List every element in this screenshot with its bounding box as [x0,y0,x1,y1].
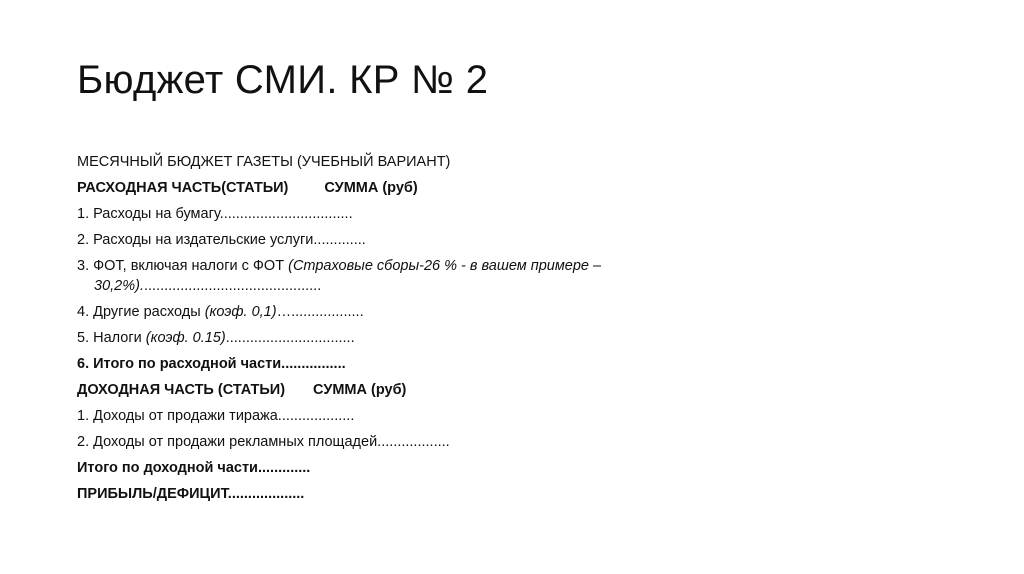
payroll-label: 3. ФОТ, включая налоги с ФОТ [77,258,289,274]
payroll-note-a: (Страховые сборы-26 % - в вашем примере – [288,258,602,274]
other-label: 4. Другие расходы [77,304,205,320]
income-header [77,380,957,400]
expense-header-label: РАСХОДНАЯ ЧАСТЬ(СТАТЬИ) [77,180,289,196]
taxes-coef: (коэф. 0.15) [145,330,226,346]
expense-item-payroll [77,256,957,296]
taxes-dots: ................................ [225,330,355,346]
expense-item-publishing: 2. Расходы на издательские услуги............. [77,232,366,248]
other-dots: ….................. [276,304,364,320]
other-coef: (коэф. 0,1) [204,304,277,320]
slide-content [77,152,957,510]
expense-item-other [77,302,957,322]
payroll-note-b: 30,2%). [94,278,144,294]
expense-header-sum: СУММА (руб) [324,180,418,196]
income-total: Итого по доходной части............. [77,460,311,476]
profit-deficit: ПРИБЫЛЬ/ДЕФИЦИТ................... [77,486,305,502]
payroll-dots: ............................................ [143,278,322,294]
taxes-label: 5. Налоги [77,330,146,346]
income-item-advertising: 2. Доходы от продажи рекламных площадей.................. [77,434,450,450]
slide-title: Бюджет СМИ. КР № 2 [77,58,489,102]
income-item-circulation: 1. Доходы от продажи тиража................... [77,408,355,424]
expense-total: 6. Итого по расходной части................ [77,356,346,372]
budget-heading: МЕСЯЧНЫЙ БЮДЖЕТ ГАЗЕТЫ (УЧЕБНЫЙ ВАРИАНТ) [77,154,451,170]
expense-item-paper: 1. Расходы на бумагу................................. [77,206,353,222]
expense-item-taxes [77,328,957,348]
income-header-label: ДОХОДНАЯ ЧАСТЬ (СТАТЬИ) [77,382,286,398]
income-header-sum: СУММА (руб) [313,382,407,398]
expense-header [77,178,957,198]
